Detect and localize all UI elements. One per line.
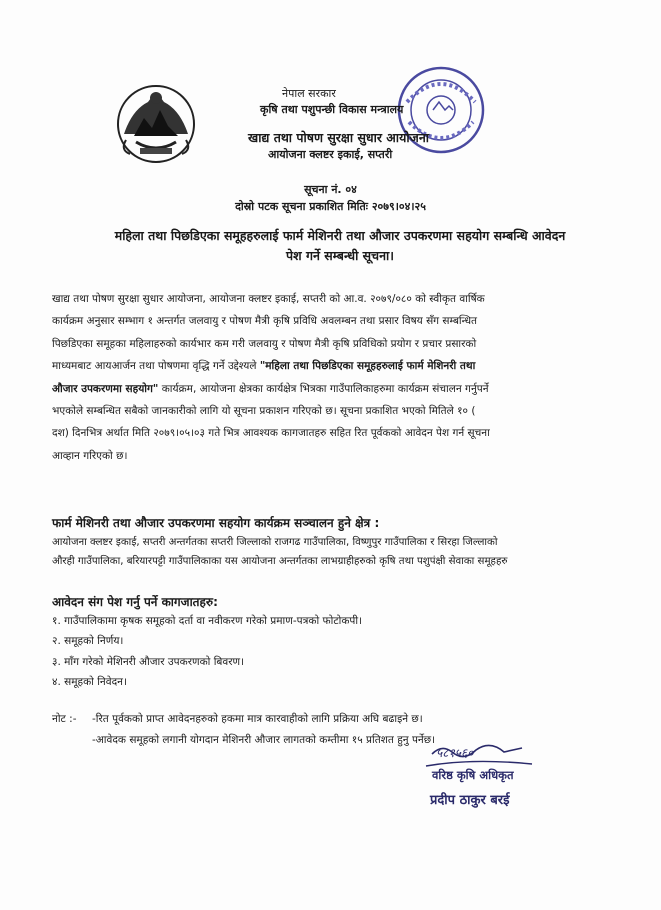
- body-line: खाद्य तथा पोषण सुरक्षा सुधार आयोजना, आयोजना क्लष्टर इकाई, सप्तरी को आ.व. २०७९/०८० को स्वीकृत वार्षिक: [52, 293, 485, 305]
- notice-number: सूचना नं. ०४: [304, 183, 357, 196]
- ministry-name: कृषि तथा पशुपन्छी विकास मन्त्रालय: [260, 103, 404, 116]
- note-line-1: -रित पूर्वकको प्राप्त आवेदनहरुको हकमा मात्र कारवाहीको लागि प्रक्रिया अघि बढाइने छ।: [92, 713, 423, 725]
- program-name-bold: औजार उपकरणमा सहयोग": [52, 382, 159, 395]
- government-name: नेपाल सरकार: [282, 87, 336, 100]
- title-line-2: पेश गर्ने सम्बन्धी सूचना।: [286, 248, 394, 263]
- body-text: कार्यक्रम, आयोजना क्षेत्रका कार्यक्षेत्र भित्रका गाउँपालिकाहरुमा कार्यक्रम संचालन गर्नुपर्ने: [158, 382, 489, 395]
- notice-title: [40, 226, 640, 266]
- body-text: माध्यमबाट आयआर्जन तथा पोषणमा वृद्धि गर्ने उद्देश्यले: [52, 360, 260, 373]
- body-line: दश) दिनभित्र अर्थात मिति २०७९।०५।०३ गते भित्र आवश्यक कागजातहरु सहित रित पूर्वकको आवेदन पेश गर्न सूचना: [52, 427, 490, 440]
- program-area-line: आयोजना क्लष्टर इकाई, सप्तरी अन्तर्गतका सप्तरी जिल्लाको राजगढ गाउँपालिका, विष्णुपुर गाउँपालिका र सिरहा जिल्लाको: [52, 537, 498, 548]
- body-line: कार्यक्रम अनुसार सम्भाग १ अन्तर्गत जलवायु र पोषण मैत्री कृषि प्रविधि अवलम्बन तथा प्रसार विषय सँग सम्बन्धित: [52, 315, 478, 328]
- title-line-1: महिला तथा पिछडिएका समूहहरुलाई फार्म मेशिनरी तथा औजार उपकरणमा सहयोग सम्बन्धि आवेदन: [114, 228, 566, 243]
- body-line: पिछडिएका समूहका महिलाहरुको कार्यभार कम गरी जलवायु र पोषण मैत्री कृषि प्रविधिको प्रयोग र प्रचार प्रसारको: [52, 337, 477, 350]
- unit-name: आयोजना क्लष्टर इकाई, सप्तरी: [268, 148, 393, 161]
- publication-date: दोस्रो पटक सूचना प्रकाशित मितिः २०७९।०४।२५: [235, 200, 426, 213]
- body-line: आव्हान गरिएको छ।: [52, 449, 128, 462]
- project-name: खाद्य तथा पोषण सुरक्षा सुधार आयोजना: [248, 130, 430, 145]
- document-item: ३. माँग गरेको मेशिनरी औजार उपकरणको बिवरण।: [52, 656, 245, 668]
- officer-name: प्रदीप ठाकुर बरई: [430, 793, 510, 808]
- program-name-bold: "महिला तथा पिछडिएका समूहहरुलाई फार्म मेशिनरी तथा: [259, 360, 476, 373]
- document-item: २. समूहको निर्णय।: [52, 635, 124, 647]
- documents-heading: आवेदन संग पेश गर्नु पर्ने कागजातहरु:: [52, 595, 218, 609]
- note-line-2: -आवेदक समूहको लगानी योगदान मेशिनरी औजार लागतको कम्तीमा १५ प्रतिशत हुनु पर्नेछ।: [92, 734, 436, 746]
- nepal-government-emblem-icon: [112, 80, 200, 164]
- program-area-text: [52, 533, 627, 571]
- body-line: [52, 378, 622, 400]
- program-area-line: औरही गाउँपालिका, बरियारपट्टी गाउँपालिकाका यस आयोजना अन्तर्गतका लाभग्राहीहरुको कृषि तथा पशुपंक्षी सेवाका समूहहरु: [52, 556, 508, 567]
- signature-number: ५८१५६०: [436, 746, 474, 760]
- document-item: १. गाउँपालिकामा कृषक समूहको दर्ता वा नवीकरण गरेको प्रमाण-पत्रको फोटोकपी।: [52, 615, 363, 627]
- officer-designation: वरिष्ठ कृषि अधिकृत: [432, 768, 514, 782]
- body-line: भएकोले सम्बन्धित सबैको जानकारीको लागि यो सूचना प्रकाशन गरिएको छ। सूचना प्रकाशित भएको मितिले १० (: [52, 405, 476, 418]
- note-label: नोट :-: [52, 713, 77, 725]
- program-area-heading: फार्म मेशिनरी तथा औजार उपकरणमा सहयोग कार्यक्रम सञ्चालन हुने क्षेत्र :: [52, 516, 380, 530]
- body-line: [52, 355, 622, 377]
- body-paragraph: [52, 288, 622, 467]
- document-item: ४. समूहको निवेदन।: [52, 676, 127, 688]
